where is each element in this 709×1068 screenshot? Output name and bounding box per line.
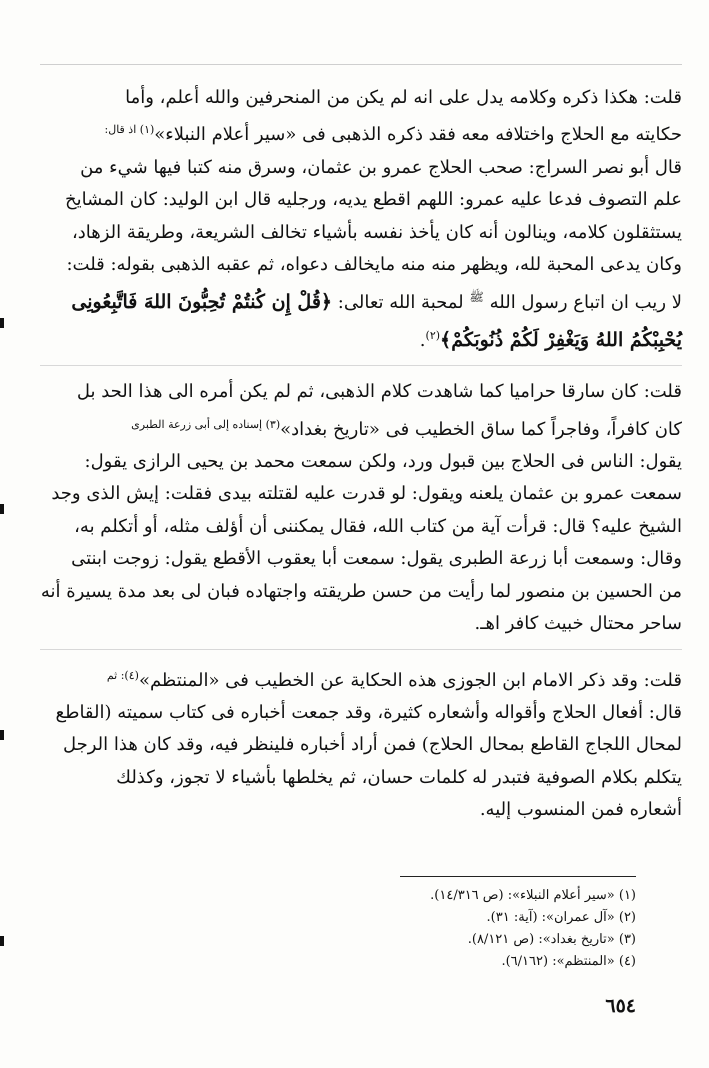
footnote: (٣) «تاريخ بغداد»: (ص ٨/١٢١).	[467, 932, 636, 947]
margin-mark	[0, 730, 4, 740]
margin-mark	[0, 936, 4, 946]
salutation-symbol: ﷺ	[469, 290, 484, 305]
paragraph-2	[40, 376, 682, 640]
text-line: لمحال اللجاج القاطع بمحال الحلاج) فمن أراد أخباره فلينظر فيه، وقد كان هذا الرجل	[62, 734, 682, 756]
text-line: قلت: كان سارقا حراميا كما شاهدت كلام الذهبى، ثم لم يكن أمره الى هذا الحد بل	[76, 381, 682, 403]
text-line: وكان يدعى المحبة لله، ويظهر منه منه مايخالف دعواه، ثم عقبه الذهبى بقوله: قلت:	[66, 254, 682, 276]
paragraph-separator	[40, 649, 682, 650]
margin-mark	[0, 318, 4, 328]
text-line: ساحر محتال خبيث كافر اهـ.	[474, 613, 682, 635]
text-line: علم التصوف فدعا عليه عمرو: اللهم اقطع يديه، ورجليه قال ابن الوليد: كان المشايخ	[64, 189, 682, 211]
page-number: ٦٥٤	[605, 995, 636, 1017]
paragraph-3	[40, 660, 682, 827]
text-line: حكايته مع الحلاج واختلافه معه فقد ذكره الذهبى فى «سير أعلام النبلاء»	[154, 124, 682, 146]
text-line: لا ريب ان اتباع رسول الله	[489, 292, 682, 314]
footnote-ref: (١) اذ قال:	[104, 123, 155, 137]
top-rule	[40, 64, 682, 65]
text-line: يستثقلون كلامه، وينالون أنه كان يأخذ نفسه بأشياء تخالف الشريعة، وطريقة الزهاد،	[71, 221, 682, 243]
text-line: وقال: وسمعت أبا زرعة الطبرى يقول: سمعت أبا يعقوب الأقطع يقول: زوجت ابنتى	[71, 548, 682, 570]
footnote: (١) «سير أعلام النبلاء»: (ص ١٤/٣١٦).	[430, 888, 636, 903]
text-line: كان كافراً، وفاجراً كما ساق الخطيب فى «تاريخ بغداد»	[280, 418, 682, 440]
footnote: (٤) «المنتظم»: (٦/١٦٢).	[501, 954, 636, 969]
footnote-rule	[400, 876, 636, 877]
footnotes	[300, 885, 636, 973]
quran-verse: يُحْبِبْكُمُ اللهُ وَيَغْفِرْ لَكُمْ ذُنُوبَكُمْ	[451, 328, 682, 351]
text-line: أشعاره فمن المنسوب إليه.	[479, 799, 682, 821]
text-line: يتكلم بكلام الصوفية فتبدر له كلمات حسان، ثم يخلطها بأشياء لا تجوز، وكذلك	[116, 766, 682, 788]
margin-mark	[0, 504, 4, 514]
footnote: (٢) «آل عمران»: (آية: ٣١).	[486, 910, 636, 925]
page-body	[40, 82, 682, 827]
paragraph-separator	[40, 365, 682, 366]
text-line: قلت: هكذا ذكره وكلامه يدل على انه لم يكن من المنحرفين والله أعلم، وأما	[125, 87, 682, 108]
paragraph-1: قلت: هكذا ذكره وكلامه يدل على انه لم يكن من المنحرفين والله أعلم، وأما حكايته مع الحلاج واختلافه معه فقد ذكره الذهبى فى «سير أعلام النبلاء»$^{(١) اذ قال:}$ قال أبو نصر السراج: صحب الحلاج عمرو بن عثمان، وسرق منه كتبا فيها شيء من علم التصوف فدعا عليه عمرو: اللهم اقطع يديه، ورجليه قال ابن الوليد: كان المشايخ يستثقلون كلامه، وينالون أنه كان يأخذ نفسه بأشياء تخالف الشريعة، وطريقة الزهاد، وكان يدعى المحبة لله، ويظهر منه منه مايخالف دعواه، ثم عقبه الذهبى بقوله: قلت: لا ريب ان اتباع رسول الله $^ﷺ$ لمحبة الله تعالى: ﴿قُلْ إِن كُنتُمْ تُحِبُّونَ اللهَ فَاتَّبِعُونِى يُحْبِبْكُمُ اللهُ وَيَغْفِرْ لَكُمْ ذُنُوبَكُمْ﴾$^{(٢)}$.	[64, 87, 682, 351]
footnote-ref: (٤): ثم	[106, 668, 139, 682]
text-line: من الحسين بن منصور لما رأيت من حسن طريقته واجتهاده فبان لى بعد مدة يسيرة أنه	[40, 580, 682, 602]
text-line: يقول: الناس فى الحلاج بين قبول ورد، ولكن سمعت محمد بن يحيى الرازى يقول:	[84, 451, 682, 473]
text-line: قال: أفعال الحلاج وأقواله وأشعاره كثيرة، وقد جمعت أخباره فى كتاب سميته (القاطع	[55, 701, 682, 723]
text-line: لمحبة الله تعالى:	[337, 292, 464, 314]
footnote-ref: (٢)	[425, 328, 441, 342]
text-line: سمعت عمرو بن عثمان يلعنه ويقول: لو قدرت عليه لقتلته بيدى فقلت: إيش الذى وجد	[51, 483, 682, 505]
text-line: الشيخ عليه؟ قال: قرأت آية من كتاب الله، فقال يمكننى أن أؤلف مثله، أو أتكلم به،	[74, 515, 682, 537]
quran-end-mark: ﴾	[440, 328, 452, 351]
text-line: قال أبو نصر السراج: صحب الحلاج عمرو بن عثمان، وسرق منه كتبا فيها شيء من	[80, 156, 682, 178]
text-line: قلت: وقد ذكر الامام ابن الجوزى هذه الحكاية عن الخطيب فى «المنتظم»	[138, 669, 682, 691]
footnote-ref: (٣) إسناده إلى أبى زرعة الطبرى	[131, 417, 281, 431]
quran-verse: ﴿قُلْ إِن كُنتُمْ تُحِبُّونَ اللهَ فَاتَّبِعُونِى	[71, 291, 333, 314]
